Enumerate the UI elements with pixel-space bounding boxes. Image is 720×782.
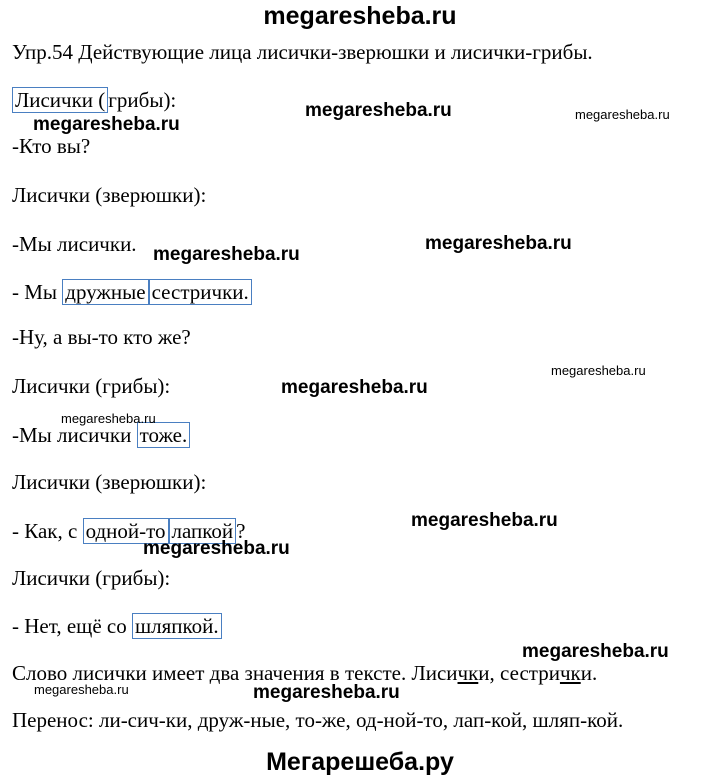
dialogue-line-4: -Ну, а вы-то кто же? [12,325,191,349]
speaker-5: Лисички (грибы): [12,566,171,590]
line-text: Слово лисички имеет два значения в тексте. Лиси [12,661,458,685]
speaker-3: Лисички (грибы): [12,374,171,398]
dialogue-line-1: -Кто вы? [12,134,91,158]
site-footer: Мегарешеба.ру [266,748,454,776]
line-text: ? [236,519,246,543]
line-text: и. [580,661,598,685]
line-text: - Как, с [12,519,83,543]
hyphenation: Перенос: ли-сич-ки, друж-ные, то-же, од-ной-то, лап-кой, шляп-кой. [12,708,624,732]
dialogue-line-3 [12,280,252,304]
watermark: megaresheba.ru [575,107,670,122]
watermark: megaresheba.ru [34,682,129,697]
boxed-word: Лисички ( [12,87,108,113]
watermark: megaresheba.ru [61,411,156,426]
dialogue-line-5 [12,423,190,447]
speaker-2: Лисички (зверюшки): [12,183,207,207]
boxed-word: дружные [62,279,148,305]
watermark: megaresheba.ru [551,363,646,378]
line-text: - Мы [12,280,63,304]
boxed-word: одной-то [83,518,169,544]
speaker-4: Лисички (зверюшки): [12,470,207,494]
boxed-word: сестрички. [149,279,252,305]
underlined-letters: чк [457,661,479,685]
line-text: - Нет, ещё со [12,614,132,638]
speaker-1-rest: грибы): [108,88,177,112]
watermark: megaresheba.ru [522,641,669,662]
line-text: -Мы лисички [12,423,137,447]
boxed-word: шляпкой. [132,613,222,639]
watermark: megaresheba.ru [253,682,400,703]
dialogue-line-2: -Мы лисички. [12,232,137,256]
watermark: megaresheba.ru [411,510,558,531]
speaker-1 [12,88,176,112]
line-text: и, сестри [478,661,560,685]
watermark: megaresheba.ru [33,114,180,135]
watermark: megaresheba.ru [153,244,300,265]
dialogue-line-7 [12,614,222,638]
underlined-letters: чк [559,661,581,685]
watermark: megaresheba.ru [143,538,290,559]
watermark: megaresheba.ru [305,100,452,121]
site-header: megaresheba.ru [263,2,457,30]
exercise-title: Упр.54 Действующие лица лисички-зверюшки и лисички-грибы. [12,40,593,64]
boxed-word: лапкой [169,518,237,544]
watermark: megaresheba.ru [281,377,428,398]
boxed-word: тоже. [137,422,191,448]
watermark: megaresheba.ru [425,233,572,254]
